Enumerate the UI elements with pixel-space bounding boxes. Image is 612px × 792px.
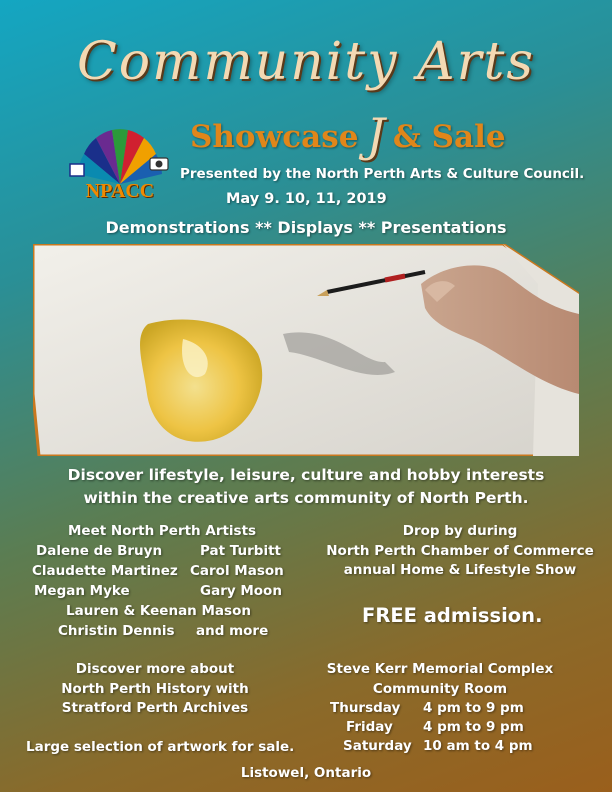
history-text (40, 660, 270, 719)
subtitle-join-glyph: J (366, 108, 385, 162)
event-dates: May 9. 10, 11, 2019 (226, 191, 387, 207)
location: Listowel, Ontario (240, 765, 372, 781)
logo-wordmark: NPACC (85, 180, 155, 202)
free-admission: FREE admission. (362, 604, 543, 627)
hours-day: Friday (346, 719, 393, 735)
hours-day: Thursday (330, 700, 401, 716)
discover-line-1: Discover lifestyle, leisure, culture and hobby interests (67, 466, 545, 484)
history-line-2: North Perth History with (61, 680, 249, 697)
artists-and-more: and more (196, 623, 269, 639)
painting-photo (33, 244, 579, 456)
poster-subtitle (190, 108, 506, 162)
venue-line-1: Steve Kerr Memorial Complex (326, 661, 554, 677)
artist-name: Megan Myke (34, 583, 130, 599)
artwork-sale: Large selection of artwork for sale. (26, 739, 295, 755)
dropby-line-1: Drop by during (402, 523, 518, 539)
presented-by: Presented by the North Perth Arts & Culture Council. (180, 166, 585, 182)
history-line-3: Stratford Perth Archives (61, 700, 249, 717)
dropby-line-3: annual Home & Lifestyle Show (343, 562, 577, 579)
history-line-1: Discover more about (75, 661, 235, 677)
hours-time: 4 pm to 9 pm (423, 719, 524, 735)
subtitle-sale: & Sale (392, 119, 506, 155)
discover-line-2: within the creative arts community of North Perth. (83, 489, 529, 507)
hours-time: 10 am to 4 pm (423, 738, 533, 754)
artist-name: Lauren & Keenan Mason (66, 603, 251, 619)
artist-name: Claudette Martinez (32, 563, 178, 579)
dropby-line-2: North Perth Chamber of Commerce (326, 542, 594, 559)
hours-day: Saturday (343, 738, 412, 754)
artists-heading: Meet North Perth Artists (68, 523, 257, 539)
dropby-text (320, 522, 600, 581)
discover-text (0, 464, 612, 510)
poster-title: Community Arts (76, 32, 536, 92)
venue-text (300, 660, 580, 699)
artist-name: Dalene de Bruyn (36, 543, 163, 559)
subtitle-showcase: Showcase (190, 119, 359, 155)
demonstrations-line: Demonstrations ** Displays ** Presentations (105, 218, 507, 237)
artist-name: Carol Mason (190, 563, 284, 579)
artist-name: Pat Turbitt (200, 543, 281, 559)
venue-line-2: Community Room (372, 680, 508, 697)
artist-name: Christin Dennis (58, 623, 175, 639)
artist-name: Gary Moon (200, 583, 282, 599)
hours-time: 4 pm to 9 pm (423, 700, 524, 716)
